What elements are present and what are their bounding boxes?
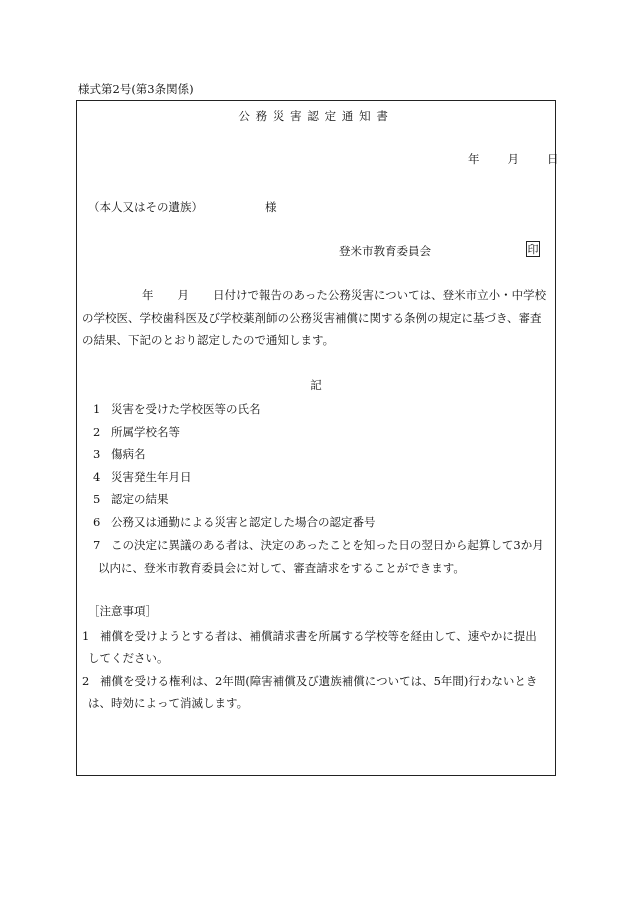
list-item-continuation: 以内に、登米市教育委員会に対して、審査請求をすることができます。 bbox=[98, 561, 465, 575]
list-item: 2 所属学校名等 bbox=[93, 425, 180, 439]
body-line-2: の学校医、学校歯科医及び学校薬剤師の公務災害補償に関する条例の規定に基づき、審査 bbox=[82, 311, 542, 325]
body-line-1 bbox=[82, 290, 546, 302]
list-item: 1 災害を受けた学校医等の氏名 bbox=[93, 402, 261, 416]
date-line bbox=[468, 154, 559, 166]
notes-header: ［注意事項］ bbox=[88, 604, 157, 618]
list-item: 6 公務又は通勤による災害と認定した場合の認定番号 bbox=[93, 515, 376, 529]
body-month: 月 bbox=[177, 288, 189, 302]
form-number-label: 様式第2号(第3条関係) bbox=[78, 82, 194, 96]
list-item: 7 この決定に異議のある者は、決定のあったことを知った日の翌日から起算して3か月 bbox=[93, 538, 544, 552]
date-day: 日 bbox=[547, 152, 559, 166]
note-item: 2 補償を受ける権利は、2年間(障害補償及び遺族補償については、5年間)行わないとき bbox=[82, 674, 538, 688]
list-item: 5 認定の結果 bbox=[93, 492, 169, 506]
date-year: 年 bbox=[468, 152, 480, 166]
issuer-name: 登米市教育委員会 bbox=[339, 244, 431, 258]
date-month: 月 bbox=[507, 152, 519, 166]
list-item: 4 災害発生年月日 bbox=[93, 470, 192, 484]
ki-heading: 記 bbox=[310, 378, 322, 392]
body-line-3: の結果、下記のとおり認定したので通知します。 bbox=[82, 333, 335, 347]
list-item: 3 傷病名 bbox=[93, 447, 146, 461]
seal-mark: 印 bbox=[527, 243, 539, 256]
body-text-1: 日付けで報告のあった公務災害については、登米市立小・中学校 bbox=[213, 288, 547, 302]
recipient-line bbox=[88, 202, 277, 214]
document-title: 公務災害認定通知書 bbox=[238, 109, 394, 123]
recipient-label: （本人又はその遺族） bbox=[88, 200, 203, 214]
body-year: 年 bbox=[142, 288, 154, 302]
note-continuation: してください。 bbox=[88, 651, 169, 665]
note-continuation: は、時効によって消滅します。 bbox=[88, 696, 249, 710]
note-item: 1 補償を受けようとする者は、補償請求書を所属する学校等を経由して、速やかに提出 bbox=[82, 629, 537, 643]
recipient-honorific: 様 bbox=[265, 200, 277, 214]
